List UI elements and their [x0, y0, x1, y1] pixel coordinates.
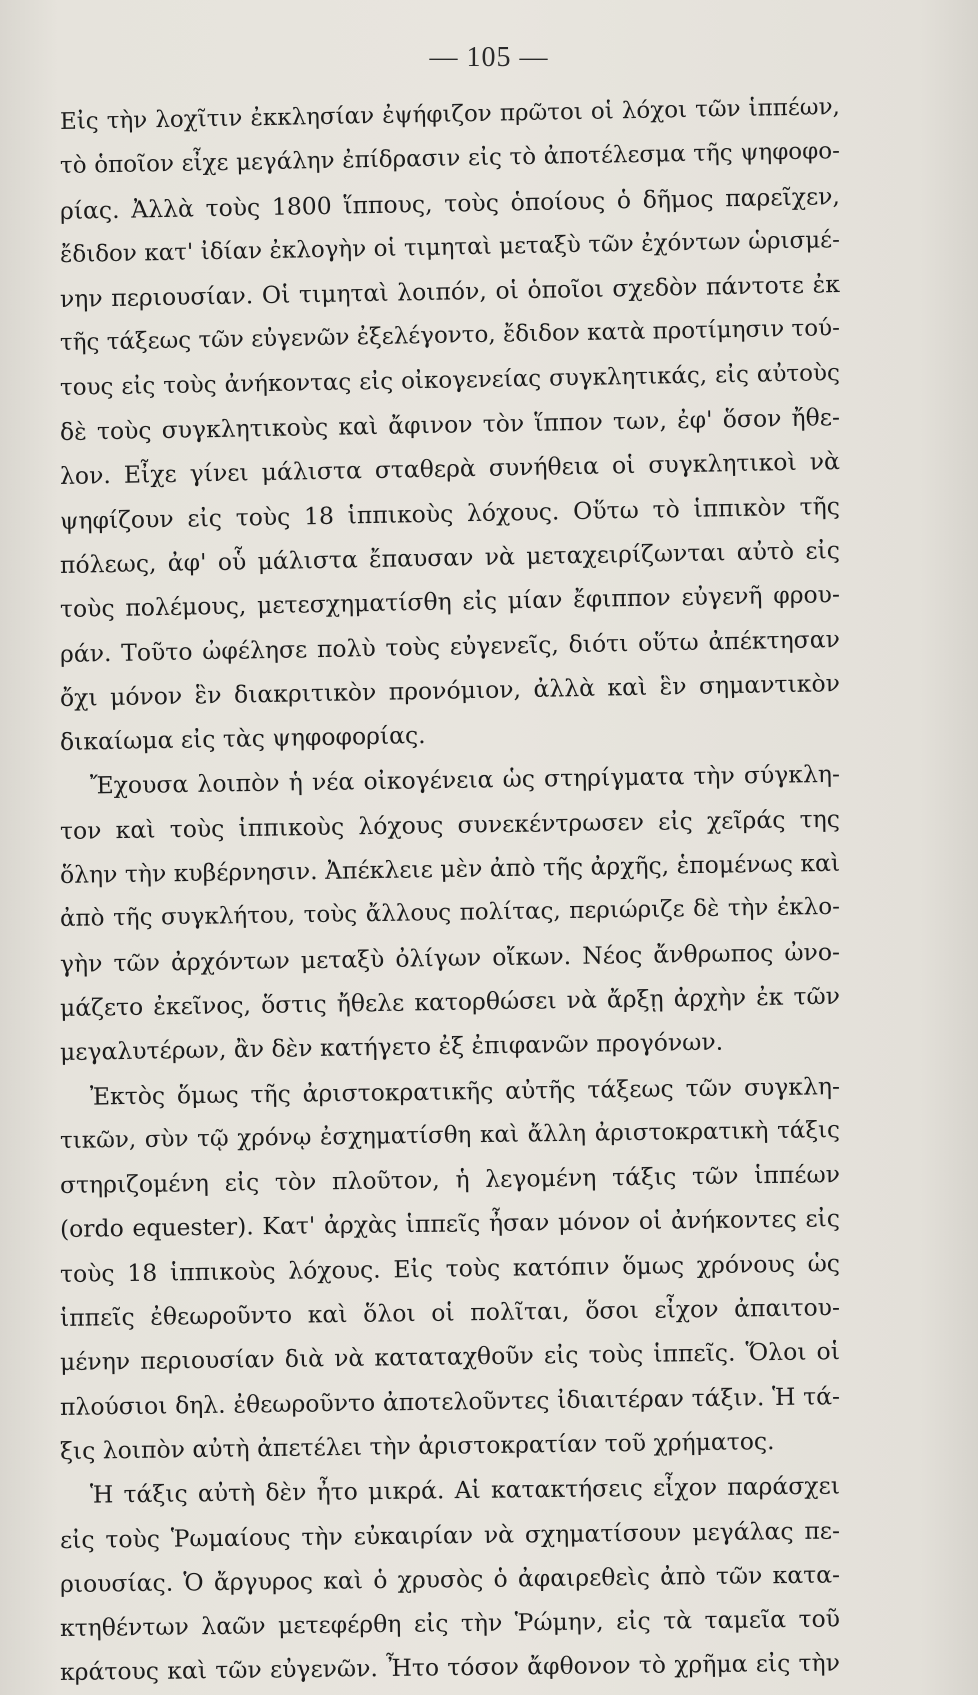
- text-line: (ordo equester). Κατ' ἀρχὰς ἱππεῖς ἦσαν μόνον οἱ ἀνήκοντες εἰς: [59, 1204, 841, 1244]
- text-line: μεγαλυτέρων, ἂν δὲν κατήγετο ἐξ ἐπιφανῶν προγόνων.: [59, 1027, 724, 1067]
- text-line: τικῶν, σὺν τῷ χρόνῳ ἐσχηματίσθη καὶ ἄλλη ἀριστοκρατικὴ τάξις: [59, 1116, 841, 1154]
- text-line: δικαίωμα εἰς τὰς ψηφοφορίας.: [59, 721, 426, 757]
- text-line: λον. Εἶχε γίνει μάλιστα σταθερὰ συνήθεια οἱ συγκλητικοὶ νὰ: [59, 447, 841, 491]
- text-line: πόλεως, ἀφ' οὗ μάλιστα ἔπαυσαν νὰ μεταχειρίζωνται αὐτὸ εἰς: [59, 535, 841, 579]
- text-line: στηριζομένη εἰς τὸν πλοῦτον, ἡ λεγομένη τάξις τῶν ἱππέων: [59, 1160, 841, 1200]
- text-line: εἰς τοὺς Ῥωμαίους τὴν εὐκαιρίαν νὰ σχηματίσουν μεγάλας πε-: [59, 1515, 841, 1554]
- text-line: ὅλην τὴν κυβέρνησιν. Ἀπέκλειε μὲν ἀπὸ τῆς ἀρχῆς, ἑπομένως καὶ: [59, 848, 841, 890]
- text-line: μένην περιουσίαν διὰ νὰ καταταχθοῦν εἰς τοὺς ἱππεῖς. Ὅλοι οἱ: [59, 1337, 841, 1377]
- text-line: τὸ ὁποῖον εἶχε μεγάλην ἐπίδρασιν εἰς τὸ ἀποτέλεσμα τῆς ψηφοφο-: [59, 138, 841, 180]
- body-text: [59, 94, 841, 1695]
- text-line: τον καὶ τοὺς ἱππικοὺς λόχους συνεκέντρωσεν εἰς χεῖράς της: [59, 804, 841, 845]
- text-line: κτηθέντων λαῶν μετεφέρθη εἰς τὴν Ῥώμην, εἰς τὰ ταμεῖα τοῦ: [59, 1604, 841, 1643]
- text-line: ξις λοιπὸν αὐτὴ ἀπετέλει τὴν ἀριστοκρατίαν τοῦ χρήματος.: [59, 1426, 775, 1465]
- text-line: τοὺς πολέμους, μετεσχηματίσθη εἰς μίαν ἔφιππον εὐγενῆ φρου-: [59, 580, 841, 624]
- text-line: γὴν τῶν ἀρχόντων μεταξὺ ὀλίγων οἴκων. Νέος ἄνθρωπος ὠνο-: [59, 937, 841, 978]
- text-line: Ἐκτὸς ὅμως τῆς ἀριστοκρατικῆς αὐτῆς τάξεως τῶν συγκλη-: [89, 1071, 841, 1111]
- paragraph-3: [59, 1071, 841, 1474]
- text-line: ψηφίζουν εἰς τοὺς 18 ἱππικοὺς λόχους. Οὕτω τὸ ἱππικὸν τῆς: [59, 491, 841, 535]
- text-line: ὄχι μόνον ἓν διακριτικὸν προνόμιον, ἀλλὰ καὶ ἓν σημαντικὸν: [59, 668, 841, 712]
- text-line: ράν. Τοῦτο ὠφέλησε πολὺ τοὺς εὐγενεῖς, διότι οὕτω ἀπέκτησαν: [59, 624, 841, 668]
- page-number: — 105 —: [429, 42, 549, 73]
- text-line: κράτους καὶ τῶν εὐγενῶν. Ἦτο τόσον ἄφθονον τὸ χρῆμα εἰς τὴν: [59, 1648, 841, 1687]
- paragraph-1: [59, 94, 841, 764]
- text-line: Ἡ τάξις αὐτὴ δὲν ἦτο μικρά. Αἱ κατακτήσεις εἶχον παράσχει: [89, 1471, 841, 1509]
- text-line: ἱππεῖς ἐθεωροῦντο καὶ ὅλοι οἱ πολῖται, ὅσοι εἶχον ἀπαιτου-: [59, 1293, 841, 1333]
- text-line: ρίας. Ἀλλὰ τοὺς 1800 ἵππους, τοὺς ὁποίους ὁ δῆμος παρεῖχεν,: [59, 181, 841, 225]
- text-line: τοὺς 18 ἱππικοὺς λόχους. Εἰς τοὺς κατόπιν ὅμως χρόνους ὡς: [59, 1248, 841, 1288]
- text-line: τῆς τάξεως τῶν εὐγενῶν ἐξελέγοντο, ἔδιδον κατὰ προτίμησιν τού-: [59, 315, 841, 357]
- text-line: πλούσιοι δηλ. ἐθεωροῦντο ἀποτελοῦντες ἰδιαιτέραν τάξιν. Ἡ τά-: [59, 1381, 841, 1421]
- text-line: τους εἰς τοὺς ἀνήκοντας εἰς οἰκογενείας συγκλητικάς, εἰς αὐτοὺς: [59, 359, 841, 401]
- text-line: νην περιουσίαν. Οἱ τιμηταὶ λοιπόν, οἱ ὁποῖοι σχεδὸν πάντοτε ἐκ: [59, 270, 841, 314]
- text-line: Εἰς τὴν λοχῖτιν ἐκκλησίαν ἐψήφιζον πρῶτοι οἱ λόχοι τῶν ἱππέων,: [59, 94, 841, 135]
- text-line: ριουσίας. Ὁ ἄργυρος καὶ ὁ χρυσὸς ὁ ἀφαιρεθεὶς ἀπὸ τῶν κατα-: [59, 1560, 841, 1598]
- paragraph-4: [60, 1473, 840, 1694]
- paragraph-2: [59, 760, 841, 1074]
- text-line: δὲ τοὺς συγκλητικοὺς καὶ ἄφινον τὸν ἵππον των, ἐφ' ὅσον ἤθε-: [59, 403, 841, 447]
- text-line: μάζετο ἐκεῖνος, ὅστις ἤθελε κατορθώσει νὰ ἄρξῃ ἀρχὴν ἐκ τῶν: [59, 981, 841, 1022]
- text-line: ἀπὸ τῆς συγκλήτου, τοὺς ἄλλους πολίτας, περιώριζε δὲ τὴν ἐκλο-: [59, 894, 841, 933]
- text-line: ἔδιδον κατ' ἰδίαν ἐκλογὴν οἱ τιμηταὶ μεταξὺ τῶν ἐχόντων ὡρισμέ-: [59, 226, 841, 268]
- text-line: Ἔχουσα λοιπὸν ἡ νέα οἰκογένεια ὡς στηρίγματα τὴν σύγκλη-: [89, 760, 841, 800]
